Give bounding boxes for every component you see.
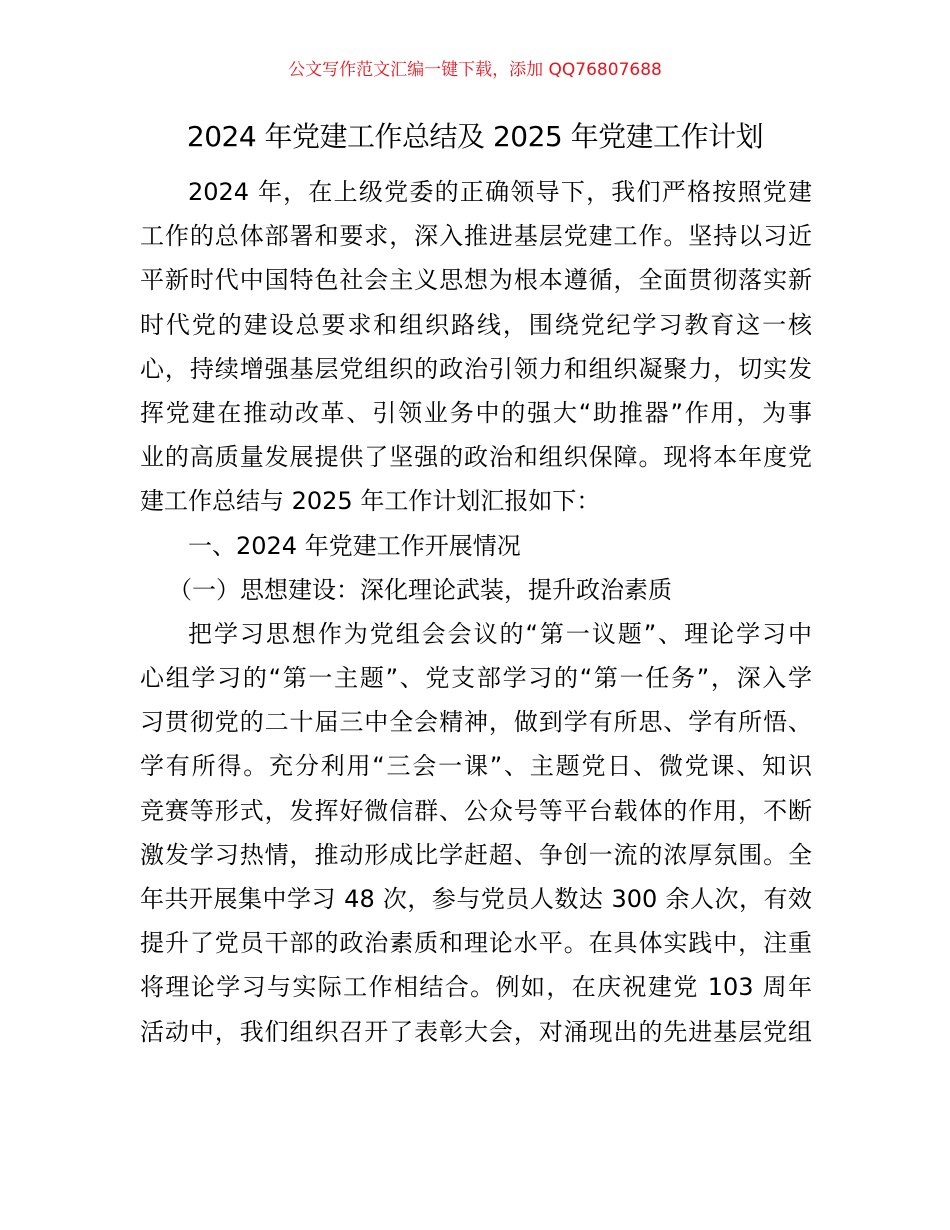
text-line: 2024 年，在上级党委的正确领导下，我们严格按照党建 [188,178,812,206]
text-line: 竞赛等形式，发挥好微信群、公众号等平台载体的作用，不断 [140,796,812,825]
text-line: 心组学习的“第一主题”、党支部学习的“第一任务”，深入学 [140,664,812,693]
text-line: 提升了党员干部的政治素质和理论水平。在具体实践中，注重 [140,929,812,958]
text-line: 将理论学习与实际工作相结合。例如，在庆祝建党 103 周年 [140,973,812,1002]
subsection-heading: （一）思想建设：深化理论武装，提升政治素质 [168,575,672,604]
document-body [140,170,812,1054]
text-line: 平新时代中国特色社会主义思想为根本遵循，全面贯彻落实新 [140,266,812,295]
text-line: 工作的总体部署和要求，深入推进基层党建工作。坚持以习近 [140,222,812,251]
text-line: 心，持续增强基层党组织的政治引领力和组织凝聚力，切实发 [140,354,812,383]
text-line: 活动中，我们组织召开了表彰大会，对涌现出的先进基层党组 [140,1017,812,1046]
text-line: 学有所得。充分利用“三会一课”、主题党日、微党课、知识 [140,752,812,781]
text-line: 把学习思想作为党组会会议的“第一议题”、理论学习中 [188,619,812,648]
text-line: 时代党的建设总要求和组织路线，围绕党纪学习教育这一核 [140,310,812,339]
download-watermark: 公文写作范文汇编一键下载，添加 QQ76807688 [288,60,662,80]
text-line: 建工作总结与 2025 年工作计划汇报如下： [140,487,601,516]
section-heading: 一、2024 年党建工作开展情况 [188,531,521,560]
document-title: 2024 年党建工作总结及 2025 年党建工作计划 [186,120,764,153]
text-line: 年共开展集中学习 48 次，参与党员人数达 300 余人次，有效 [140,885,812,913]
text-line: 激发学习热情，推动形成比学赶超、争创一流的浓厚氛围。全 [140,840,812,869]
body-paragraph [140,612,812,1054]
text-line: 挥党建在推动改革、引领业务中的强大“助推器”作用，为事 [140,398,812,427]
text-line: 习贯彻党的二十届三中全会精神，做到学有所思、学有所悟、 [140,708,812,737]
text-line: 业的高质量发展提供了坚强的政治和组织保障。现将本年度党 [140,443,812,472]
intro-paragraph [140,170,812,524]
